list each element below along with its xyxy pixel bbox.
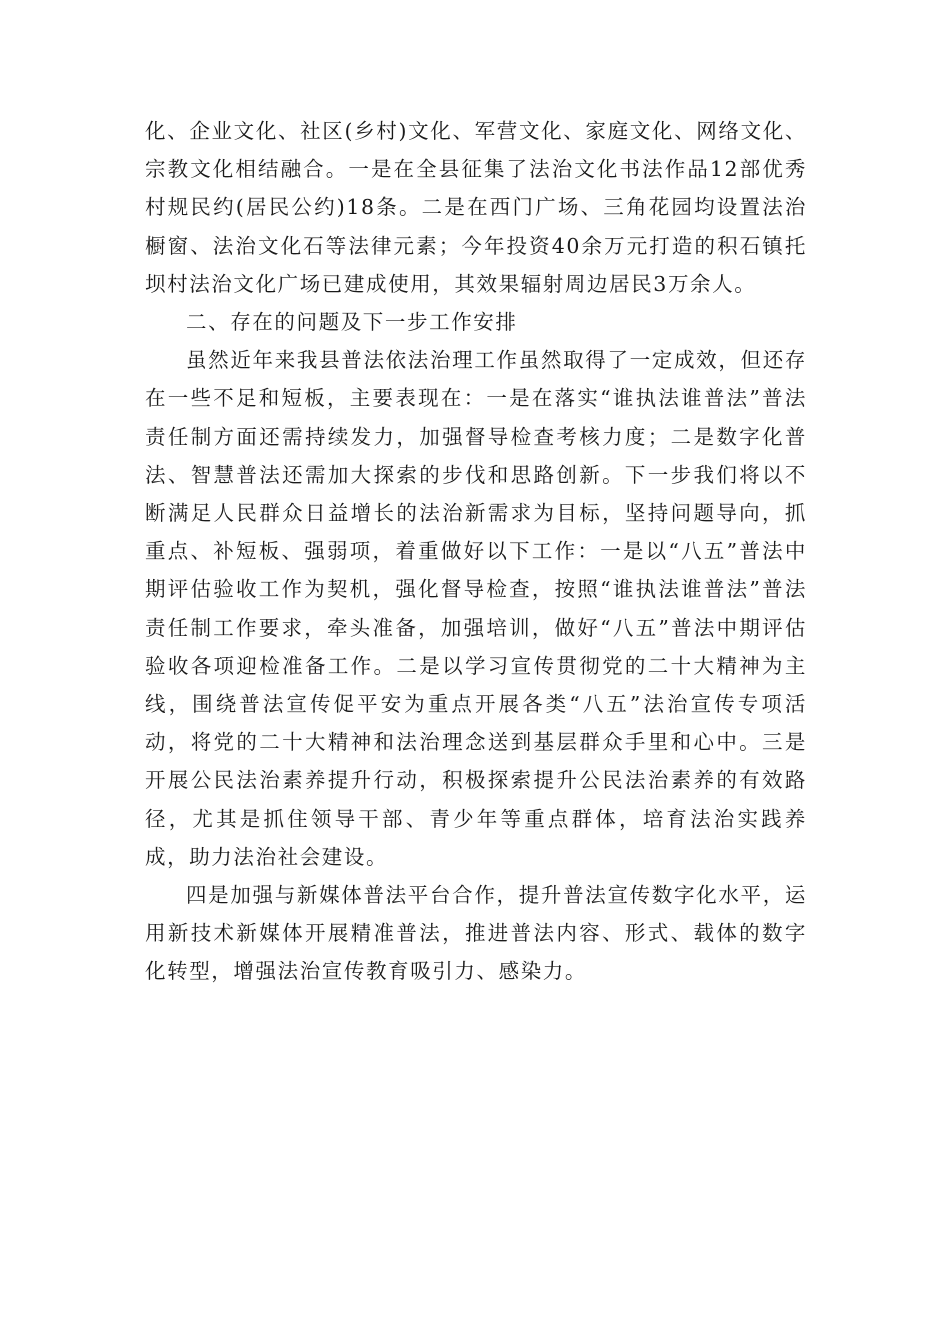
paragraph-culture-integration: 化、企业文化、社区(乡村)文化、军营文化、家庭文化、网络文化、宗教文化相结融合。一是在全县征集了法治文化书法作品12部优秀村规民约(居民公约)18条。二是在西门广场、三角花园均设置法治橱窗、法治文化石等法律元素；今年投资40余万元打造的积石镇托坝村法治文化广场已建成使用，其效果辐射周边居民3万余人。 — [145, 119, 807, 296]
paragraph-new-media-cooperation: 四是加强与新媒体普法平台合作，提升普法宣传数字化水平，运用新技术新媒体开展精准普法，推进普法内容、形式、载体的数字化转型，增强法治宣传教育吸引力、感染力。 — [145, 883, 807, 984]
paragraph-problems-and-plan: 虽然近年来我县普法依法治理工作虽然取得了一定成效，但还存在一些不足和短板，主要表现在：一是在落实“谁执法谁普法”普法责任制方面还需持续发力，加强督导检查考核力度；二是数字化普法、智慧普法还需加大探索的步伐和思路创新。下一步我们将以不断满足人民群众日益增长的法治新需求为目标，坚持问题导向，抓重点、补短板、强弱项，着重做好以下工作：一是以“八五”普法中期评估验收工作为契机，强化督导检查，按照“谁执法谁普法”普法责任制工作要求，牵头准备，加强培训，做好“八五”普法中期评估验收各项迎检准备工作。二是以学习宣传贯彻党的二十大精神为主线，围绕普法宣传促平安为重点开展各类“八五”法治宣传专项活动，将党的二十大精神和法治理念送到基层群众手里和心中。三是开展公民法治素养提升行动，积极探索提升公民法治素养的有效路径，尤其是抓住领导干部、青少年等重点群体，培育法治实践养成，助力法治社会建设。 — [145, 348, 807, 869]
section-heading-problems-and-next-steps: 二、存在的问题及下一步工作安排 — [186, 310, 518, 335]
document-page — [145, 112, 807, 991]
